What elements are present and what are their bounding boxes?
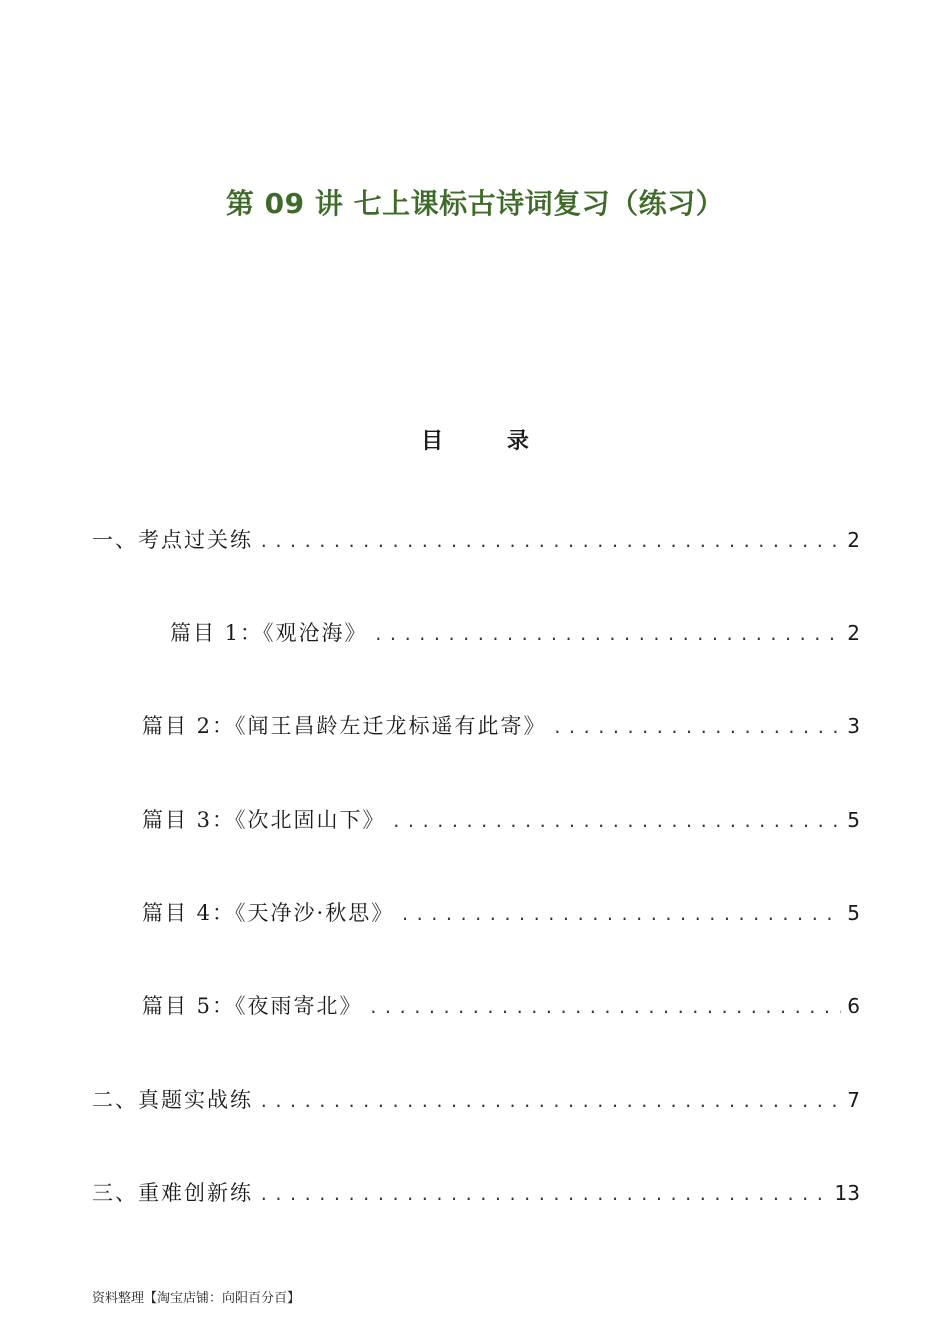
toc-entry-label: 篇目 1：《观沧海》 xyxy=(170,621,368,645)
toc-entry-label: 篇目 4：《天净沙·秋思》 xyxy=(142,901,395,925)
toc-dot-leader xyxy=(374,625,842,644)
document-title: 第 09 讲 七上课标古诗词复习（练习） xyxy=(225,187,725,220)
toc-entry-page: 2 xyxy=(847,528,860,552)
toc-entry-zhenti[interactable] xyxy=(92,1084,860,1116)
toc-entry-label: 篇目 2：《闻王昌龄左迁龙标遥有此寄》 xyxy=(142,714,547,738)
toc-dot-leader xyxy=(259,532,841,551)
toc-dot-leader xyxy=(259,1185,829,1204)
toc-entry-label: 三、重难创新练 xyxy=(92,1181,253,1205)
toc-entry-zhongnan[interactable] xyxy=(92,1177,860,1209)
footer-note: 资料整理【淘宝店铺：向阳百分百】 xyxy=(92,1291,301,1306)
toc-entry-pian4[interactable] xyxy=(142,897,860,929)
toc-entry-pian3[interactable] xyxy=(142,804,860,836)
toc-dot-leader xyxy=(369,998,842,1017)
toc-entry-page: 5 xyxy=(847,901,860,925)
toc-entry-page: 3 xyxy=(847,714,860,738)
toc-entry-page: 2 xyxy=(847,621,860,645)
toc-heading: 目 录 xyxy=(421,428,557,454)
toc-entry-label: 篇目 3：《次北固山下》 xyxy=(142,808,386,832)
toc-entry-label: 篇目 5：《夜雨寄北》 xyxy=(142,994,363,1018)
toc-entry-page: 7 xyxy=(847,1088,860,1112)
toc-entry-label: 一、考点过关练 xyxy=(92,528,253,552)
toc-entry-page: 6 xyxy=(847,994,860,1018)
toc-dot-leader xyxy=(392,812,842,831)
toc-entry-page: 13 xyxy=(834,1181,860,1205)
toc-entry-pian5[interactable] xyxy=(142,990,860,1022)
toc-entry-pian2[interactable] xyxy=(142,710,860,742)
toc-dot-leader xyxy=(259,1092,841,1111)
toc-entry-pian1[interactable] xyxy=(170,617,860,649)
toc-dot-leader xyxy=(553,718,842,737)
toc-entry-label: 二、真题实战练 xyxy=(92,1088,253,1112)
toc-entry-page: 5 xyxy=(847,808,860,832)
toc-dot-leader xyxy=(400,905,841,924)
toc-entry-kaodian[interactable] xyxy=(92,524,860,556)
